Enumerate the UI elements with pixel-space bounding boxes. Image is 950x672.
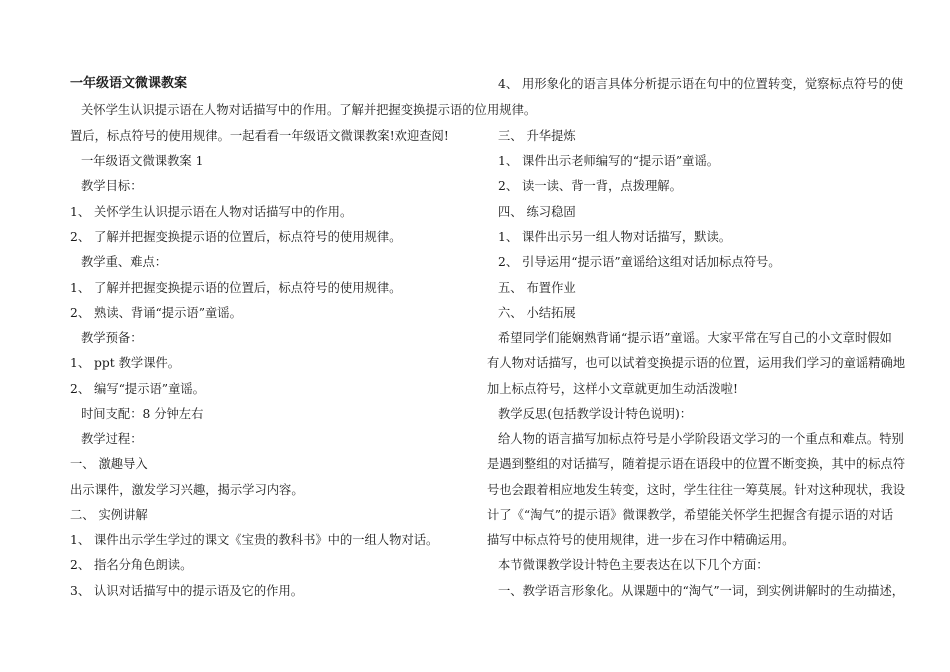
section-heading: 一年级语文微课教案 1 — [81, 154, 204, 168]
step-3-item-2: 2、 读一读、背一背，点拨理解。 — [498, 179, 682, 193]
preparation-1: 1、 ppt 教学课件。 — [70, 356, 181, 370]
key-point-2: 2、 熟读、背诵“提示语”童谣。 — [70, 306, 242, 320]
step-5-heading: 五、 布置作业 — [498, 281, 576, 295]
label-key-points: 教学重、难点： — [81, 255, 168, 269]
step-1-text: 出示课件，激发学习兴趣，揭示学习内容。 — [70, 483, 304, 497]
reflection-line-1: 给人物的语言描写加标点符号是小学阶段语文学习的一个重点和难点。特别 — [498, 432, 904, 446]
reflection-line-2: 是遇到整组的对话描写，随着提示语在语段中的位置不断变换，其中的标点符 — [487, 457, 906, 471]
step-2-item-3: 3、 认识对话描写中的提示语及它的作用。 — [70, 584, 304, 598]
step-4-heading: 四、 练习稳固 — [498, 205, 576, 219]
reflection-heading: 教学反思(包括教学设计特色说明)： — [498, 407, 693, 421]
intro-line-1: 关怀学生认识提示语在人物对话描写中的作用。了解并把握变换提示语的位 — [81, 103, 487, 117]
label-preparation: 教学预备： — [81, 331, 143, 345]
step-4-item-2: 2、 引导运用“提示语”童谣给这组对话加标点符号。 — [498, 255, 781, 269]
step-2-item-1: 1、 课件出示学生学过的课文《宝贵的教科书》中的一组人物对话。 — [70, 533, 439, 547]
label-objectives: 教学目标： — [81, 179, 143, 193]
intro-line-2: 置后，标点符号的使用规律。一起看看一年级语文微课教案!欢迎查阅! — [70, 129, 449, 143]
step-2-item-4: 4、 用形象化的语言具体分析提示语在句中的位置转变，觉察标点符号的使 — [498, 77, 904, 91]
summary-line-1: 希望同学们能娴熟背诵“提示语”童谣。大家平常在写自己的小文章时假如 — [498, 331, 892, 345]
objective-2: 2、 了解并把握变换提示语的位置后，标点符号的使用规律。 — [70, 230, 402, 244]
reflection-line-4: 计了《“淘气”的提示语》微课教学，希望能关怀学生把握含有提示语的对话 — [487, 508, 894, 522]
summary-line-3: 加上标点符号，这样小文章就更加生动活泼啦! — [487, 382, 738, 396]
summary-line-2: 有人物对话描写，也可以试着变换提示语的位置，运用我们学习的童谣精确地 — [487, 356, 906, 370]
step-1-heading: 一、 激趣导入 — [70, 457, 148, 471]
step-3-item-1: 1、 课件出示老师编写的“提示语”童谣。 — [498, 154, 720, 168]
step-4-item-1: 1、 课件出示另一组人物对话描写，默读。 — [498, 230, 732, 244]
reflection-line-5: 描写中标点符号的使用规律，进一步在习作中精确运用。 — [487, 533, 795, 547]
reflection-line-3: 号也会跟着相应地发生转变，这时，学生往往一筹莫展。针对这种现状，我设 — [487, 483, 906, 497]
doc-title: 一年级语文微课教案 — [70, 76, 188, 91]
step-2-item-2: 2、 指名分角色朗读。 — [70, 558, 193, 572]
key-point-1: 1、 了解并把握变换提示语的位置后，标点符号的使用规律。 — [70, 281, 402, 295]
step-3-heading: 三、 升华提炼 — [498, 129, 576, 143]
step-2-item-4-cont: 用规律。 — [487, 103, 537, 117]
objective-1: 1、 关怀学生认识提示语在人物对话描写中的作用。 — [70, 205, 353, 219]
preparation-2: 2、 编写“提示语”童谣。 — [70, 382, 205, 396]
features-intro: 本节微课教学设计特色主要表达在以下几个方面： — [498, 558, 769, 572]
feature-1: 一、教学语言形象化。从课题中的“淘气”一词，到实例讲解时的生动描述， — [498, 584, 905, 598]
label-process: 教学过程： — [81, 432, 143, 446]
step-6-heading: 六、 小结拓展 — [498, 306, 576, 320]
step-2-heading: 二、 实例讲解 — [70, 508, 148, 522]
time-allocation: 时间支配：8 分钟左右 — [81, 407, 204, 421]
